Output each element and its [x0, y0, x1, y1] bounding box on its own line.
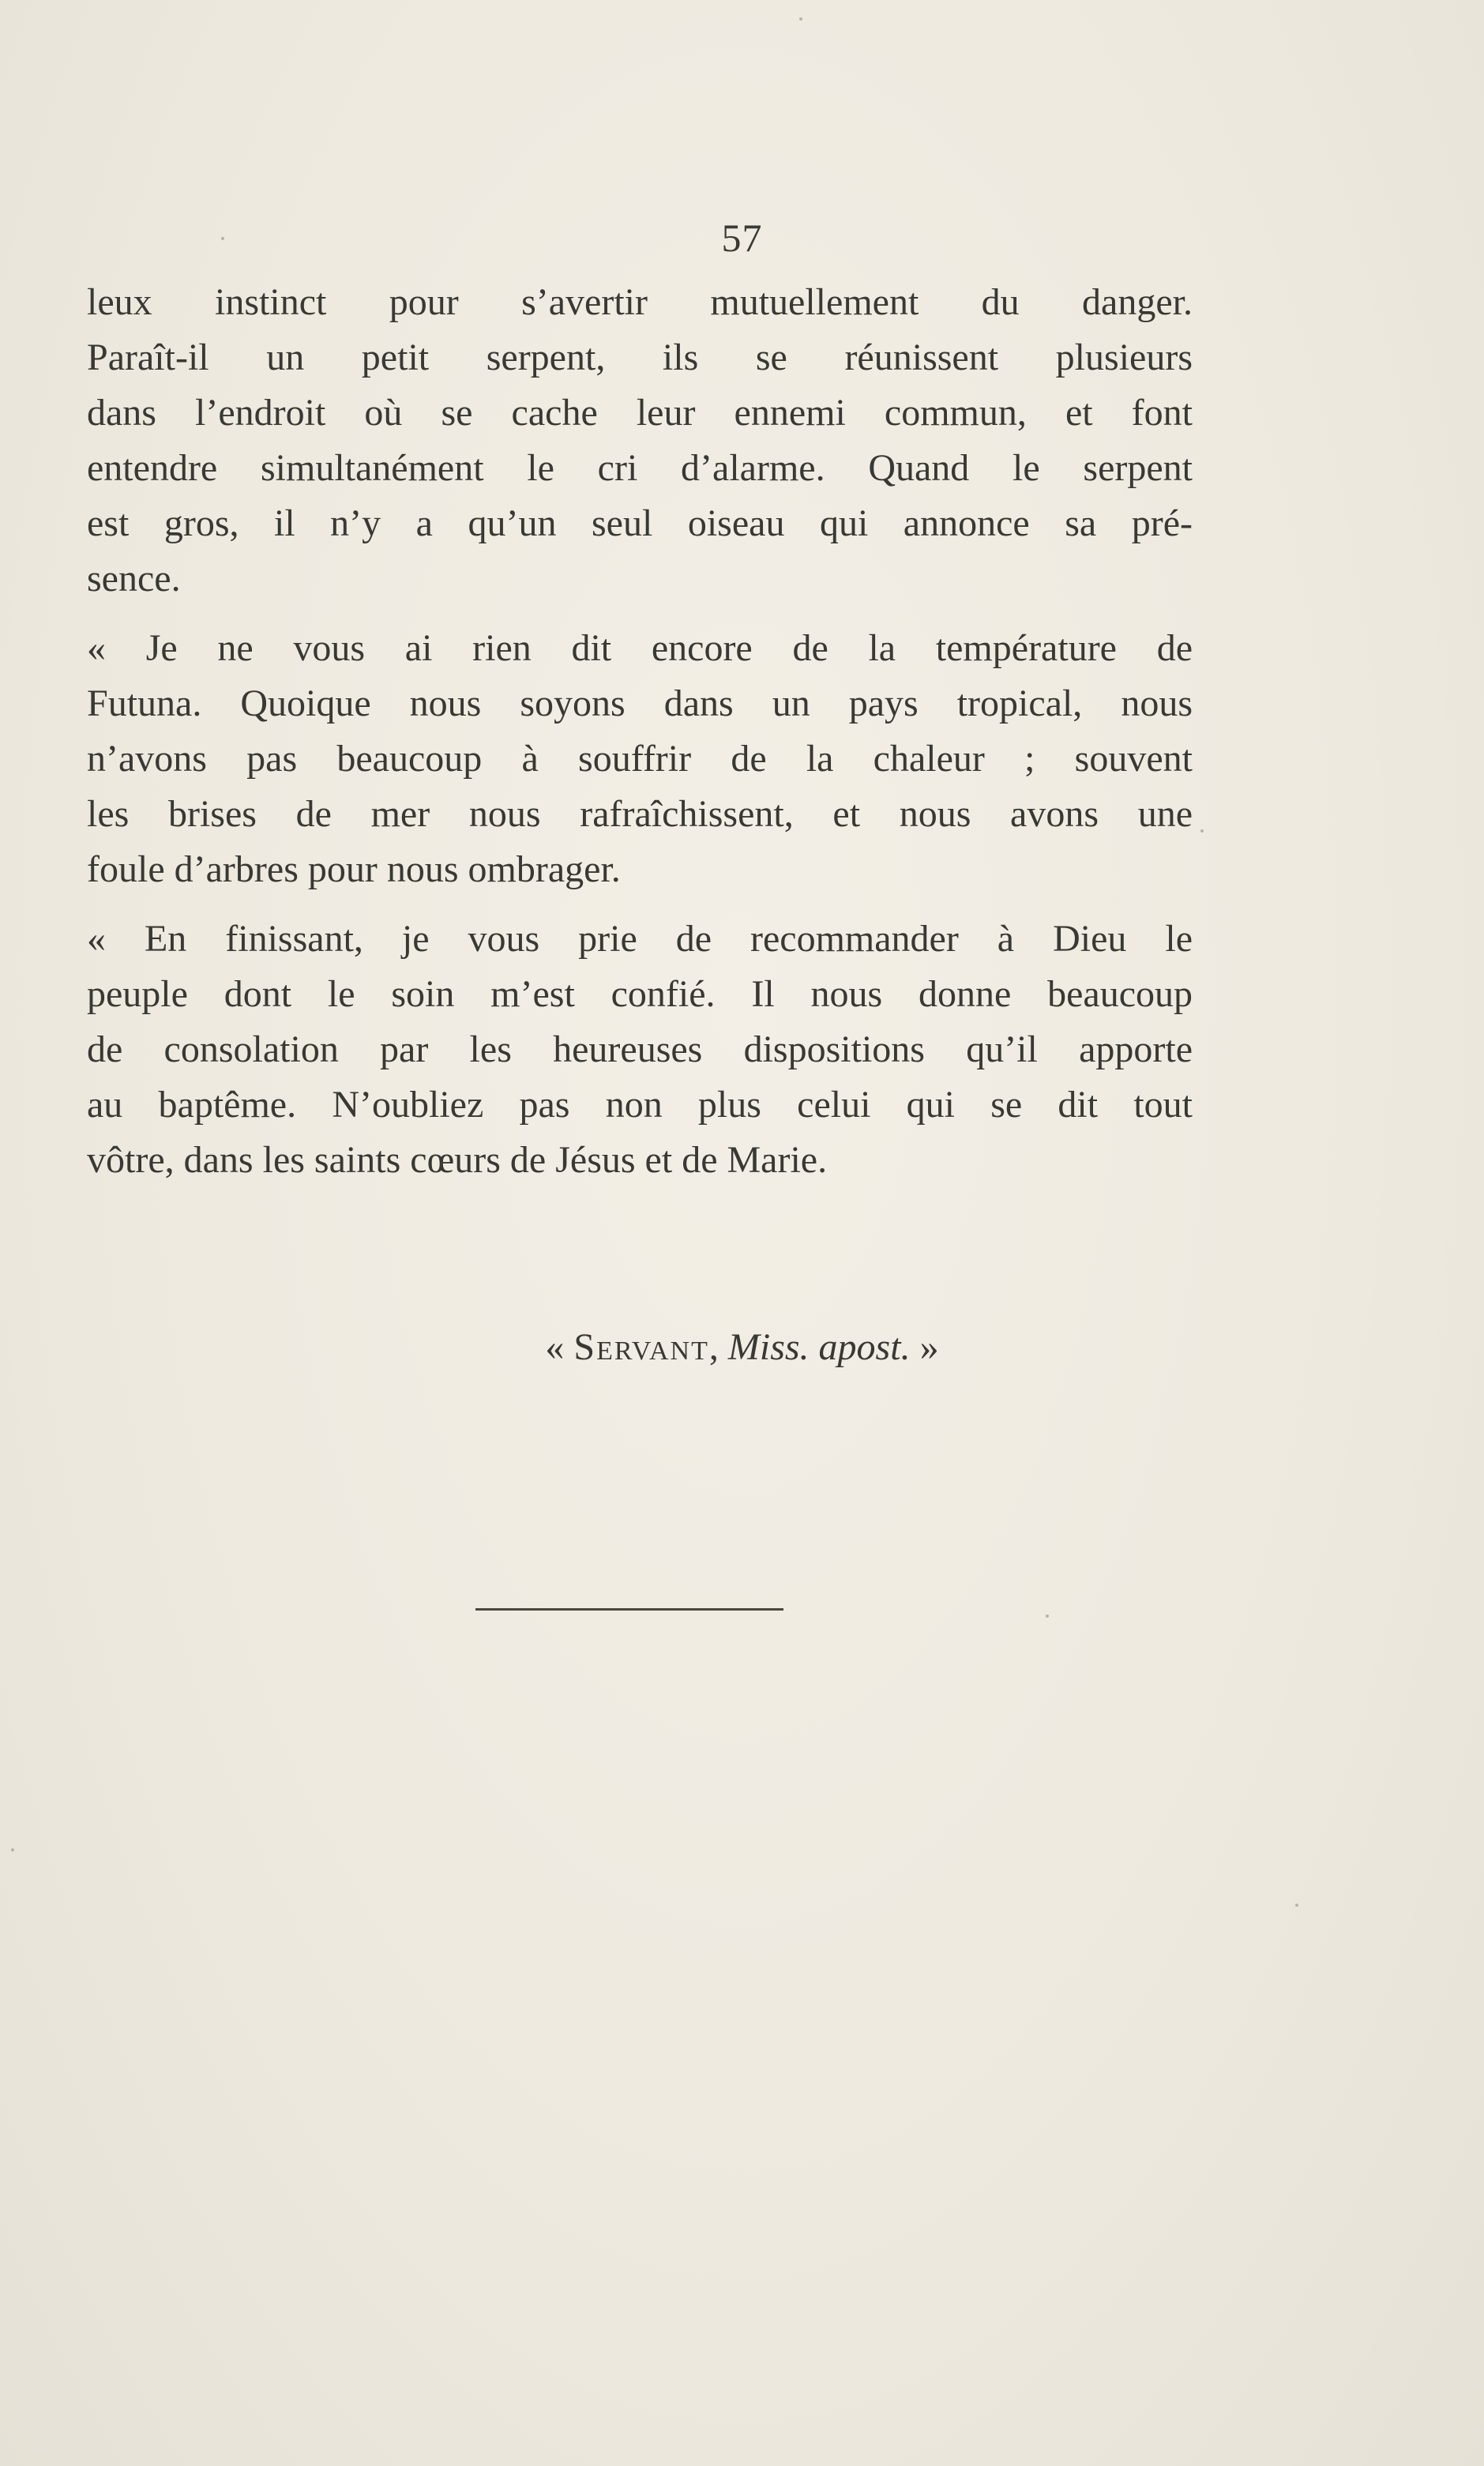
signature-open-quote: « — [545, 1326, 574, 1368]
text-line: au baptême. N’oubliez pas non plus celui qui se dit tout — [87, 1084, 1193, 1126]
paper-speck — [1200, 829, 1204, 833]
text-line: entendre simultanément le cri d’alarme. Quand le serpent — [87, 447, 1193, 489]
paragraph-2 — [87, 621, 1193, 897]
text-line: leux instinct pour s’avertir mutuellement du danger. — [87, 281, 1193, 323]
body-text — [87, 275, 1193, 1188]
text-line: peuple dont le soin m’est confié. Il nous donne beaucoup — [87, 973, 1193, 1015]
signature — [0, 1325, 1484, 1369]
paragraph-3 — [87, 912, 1193, 1188]
text-line: sence. — [87, 558, 181, 600]
signature-name: Servant — [573, 1326, 709, 1368]
page-number: 57 — [721, 216, 763, 260]
paper-speck — [11, 1848, 14, 1851]
signature-separator: , — [708, 1326, 728, 1368]
section-divider-rule — [475, 1608, 783, 1611]
signature-title: Miss. apost. — [727, 1326, 911, 1368]
text-line: est gros, il n’y a qu’un seul oiseau qui annonce sa pré- — [87, 502, 1193, 544]
text-line: dans l’endroit où se cache leur ennemi commun, et font — [87, 392, 1193, 434]
text-line: « En finissant, je vous prie de recommander à Dieu le — [87, 918, 1193, 960]
paper-speck — [221, 237, 224, 240]
paragraph-1 — [87, 275, 1193, 607]
text-line: vôtre, dans les saints cœurs de Jésus et de Marie. — [87, 1139, 828, 1181]
text-line: de consolation par les heureuses dispositions qu’il apporte — [87, 1028, 1193, 1070]
paper-speck — [799, 17, 802, 21]
text-line: foule d’arbres pour nous ombrager. — [87, 848, 621, 890]
text-line: Paraît-il un petit serpent, ils se réunissent plusieurs — [87, 336, 1193, 378]
paper-speck — [1046, 1615, 1049, 1618]
signature-close-quote: » — [910, 1326, 939, 1368]
text-line: Futuna. Quoique nous soyons dans un pays tropical, nous — [87, 682, 1193, 724]
paper-speck — [1295, 1904, 1298, 1907]
text-line: « Je ne vous ai rien dit encore de la température de — [87, 627, 1193, 669]
text-line: les brises de mer nous rafraîchissent, et nous avons une — [87, 793, 1193, 835]
text-line: n’avons pas beaucoup à souffrir de la chaleur ; souvent — [87, 738, 1193, 780]
